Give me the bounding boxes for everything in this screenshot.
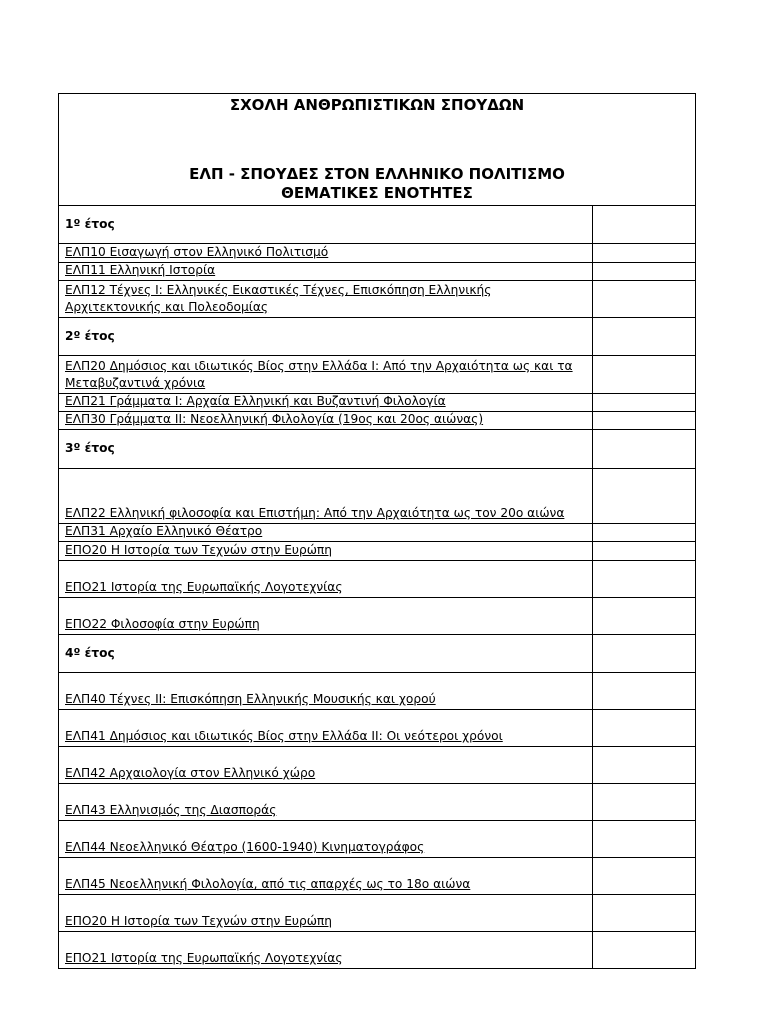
empty-cell	[593, 244, 695, 262]
year-row-2	[59, 318, 695, 356]
course-title: ΕΛΠ20 Δημόσιος και ιδιωτικός Βίος στην Ελλάδα Ι: Από την Αρχαιότητα ως και τα Μεταβυζαντινά χρόνια	[65, 359, 573, 390]
course-cell	[59, 858, 593, 894]
course-title: ΕΛΠ42 Αρχαιολογία στον Ελληνικό χώρο	[65, 766, 316, 780]
course-title: ΕΠΟ22 Φιλοσοφία στην Ευρώπη	[65, 617, 260, 631]
course-title: ΕΠΟ20 Η Ιστορία των Τεχνών στην Ευρώπη	[65, 914, 332, 928]
table-row	[59, 932, 695, 968]
course-cell	[59, 542, 593, 560]
units-title: ΘΕΜΑΤΙΚΕΣ ΕΝΟΤΗΤΕΣ	[281, 184, 473, 202]
course-title: ΕΛΠ41 Δημόσιος και ιδιωτικός Βίος στην Ελλάδα ΙΙ: Οι νεότεροι χρόνοι	[65, 729, 503, 743]
empty-cell	[593, 524, 695, 541]
course-cell	[59, 710, 593, 746]
curriculum-table	[58, 93, 696, 969]
table-row	[59, 469, 695, 524]
course-cell	[59, 469, 593, 523]
course-title: ΕΛΠ44 Νεοελληνικό Θέατρο (1600-1940) Κινηματογράφος	[65, 840, 425, 854]
school-title: ΣΧΟΛΗ ΑΝΘΡΩΠΙΣΤΙΚΩΝ ΣΠΟΥΔΩΝ	[229, 96, 525, 114]
course-cell	[59, 821, 593, 857]
empty-cell	[593, 430, 695, 468]
empty-cell	[593, 356, 695, 393]
table-row	[59, 263, 695, 281]
empty-cell	[593, 635, 695, 672]
course-cell	[59, 932, 593, 968]
course-title: ΕΛΠ45 Νεοελληνική Φιλολογία, από τις απαρχές ως το 18ο αιώνα	[65, 877, 471, 891]
empty-cell	[593, 206, 695, 243]
empty-cell	[593, 281, 695, 317]
empty-cell	[593, 784, 695, 820]
table-row	[59, 821, 695, 858]
empty-cell	[593, 710, 695, 746]
empty-cell	[593, 747, 695, 783]
course-cell	[59, 412, 593, 429]
table-row	[59, 412, 695, 430]
course-title: ΕΛΠ21 Γράμματα Ι: Αρχαία Ελληνική και Βυζαντινή Φιλολογία	[65, 394, 446, 408]
course-title: ΕΛΠ30 Γράμματα ΙΙ: Νεοελληνική Φιλολογία (19ος και 20ος αιώνας)	[65, 412, 484, 426]
course-cell	[59, 598, 593, 634]
year-label: 4º έτος	[59, 635, 593, 672]
empty-cell	[593, 858, 695, 894]
course-cell	[59, 244, 593, 262]
year-label: 2º έτος	[59, 318, 593, 355]
table-header	[59, 94, 695, 206]
course-cell	[59, 281, 593, 317]
course-cell	[59, 747, 593, 783]
year-label: 1º έτος	[59, 206, 593, 243]
empty-cell	[593, 932, 695, 968]
empty-cell	[593, 598, 695, 634]
course-title: ΕΛΠ10 Εισαγωγή στον Ελληνικό Πολιτισμό	[65, 245, 329, 259]
course-cell	[59, 895, 593, 931]
course-title: ΕΛΠ11 Ελληνική Ιστορία	[65, 263, 216, 277]
table-row	[59, 356, 695, 394]
course-title: ΕΛΠ31 Αρχαίο Ελληνικό Θέατρο	[65, 524, 263, 538]
table-row	[59, 394, 695, 412]
empty-cell	[593, 561, 695, 597]
course-cell	[59, 263, 593, 280]
year-row-4	[59, 635, 695, 673]
empty-cell	[593, 412, 695, 429]
table-row	[59, 747, 695, 784]
course-cell	[59, 673, 593, 709]
empty-cell	[593, 318, 695, 355]
course-title: ΕΠΟ21 Ιστορία της Ευρωπαϊκής Λογοτεχνίας	[65, 580, 343, 594]
course-cell	[59, 356, 593, 393]
course-title: ΕΛΠ12 Τέχνες Ι: Ελληνικές Εικαστικές Τέχνες, Επισκόπηση Ελληνικής Αρχιτεκτονικής και Πολεοδομίας	[65, 283, 492, 314]
program-title: ΕΛΠ - ΣΠΟΥΔΕΣ ΣΤΟΝ ΕΛΛΗΝΙΚΟ ΠΟΛΙΤΙΣΜΟ	[189, 165, 565, 183]
course-cell	[59, 784, 593, 820]
course-cell	[59, 561, 593, 597]
table-row	[59, 673, 695, 710]
empty-cell	[593, 895, 695, 931]
empty-cell	[593, 673, 695, 709]
course-cell	[59, 394, 593, 411]
course-title: ΕΠΟ20 Η Ιστορία των Τεχνών στην Ευρώπη	[65, 543, 332, 557]
table-row	[59, 542, 695, 561]
table-row	[59, 784, 695, 821]
empty-cell	[593, 263, 695, 280]
course-title: ΕΛΠ43 Ελληνισμός της Διασποράς	[65, 803, 277, 817]
course-title: ΕΠΟ21 Ιστορία της Ευρωπαϊκής Λογοτεχνίας	[65, 951, 343, 965]
table-row	[59, 561, 695, 598]
table-row	[59, 281, 695, 318]
course-title: ΕΛΠ40 Τέχνες ΙΙ: Επισκόπηση Ελληνικής Μουσικής και χορού	[65, 692, 436, 706]
table-row	[59, 524, 695, 542]
table-row	[59, 895, 695, 932]
empty-cell	[593, 542, 695, 560]
table-row	[59, 858, 695, 895]
year-row-1	[59, 206, 695, 244]
empty-cell	[593, 469, 695, 523]
table-row	[59, 710, 695, 747]
year-row-3	[59, 430, 695, 469]
year-label: 3º έτος	[59, 430, 593, 468]
empty-cell	[593, 394, 695, 411]
table-row	[59, 244, 695, 263]
course-cell	[59, 524, 593, 541]
empty-cell	[593, 821, 695, 857]
course-title: ΕΛΠ22 Ελληνική φιλοσοφία και Επιστήμη: Από την Αρχαιότητα ως τον 20ο αιώνα	[65, 506, 565, 520]
table-row	[59, 598, 695, 635]
